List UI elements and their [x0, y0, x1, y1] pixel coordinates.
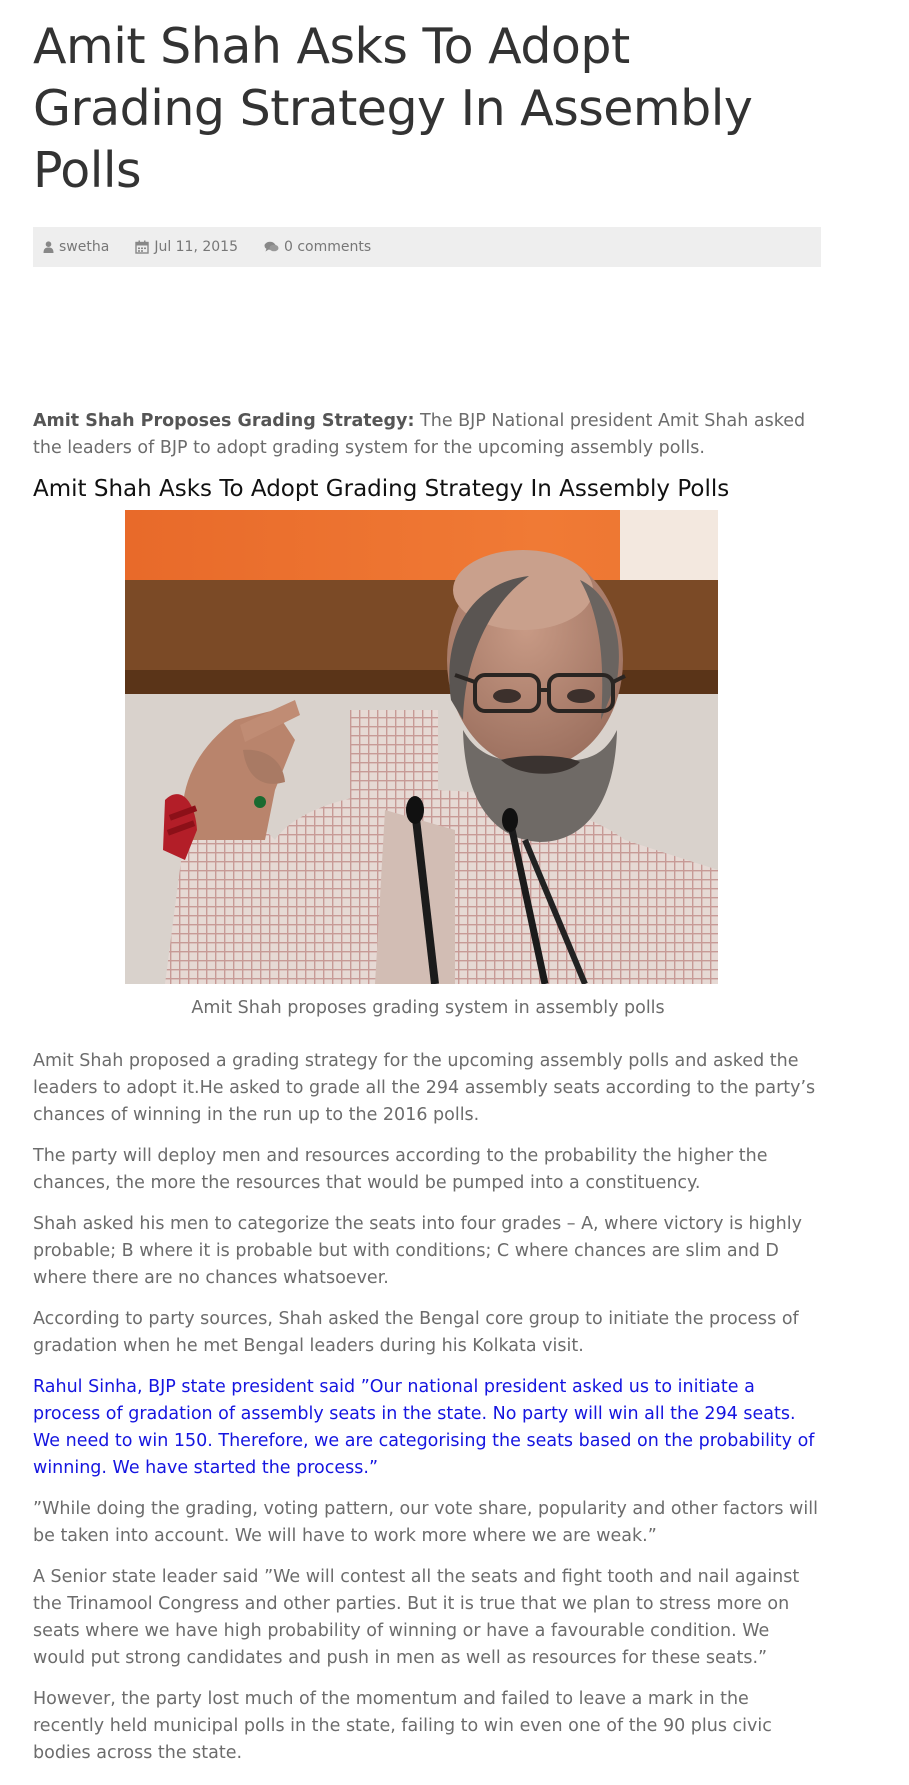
calendar-icon: [135, 240, 149, 254]
speaker-photo-illustration: [125, 510, 718, 984]
author-name: swetha: [59, 239, 110, 255]
photo-caption: Amit Shah proposes grading system in assembly polls: [191, 998, 665, 1018]
body-paragraph: However, the party lost much of the momentum and failed to leave a mark in the recently held municipal polls in the state, failing to win even one of the 90 plus civic bodies across the state.: [33, 1689, 772, 1763]
comments-meta[interactable]: [264, 239, 371, 255]
user-icon: [43, 241, 54, 253]
body-paragraph: According to party sources, Shah asked the Bengal core group to initiate the process of gradation when he met Bengal leaders during his Kolkata visit.: [33, 1309, 799, 1356]
body-paragraph: The party will deploy men and resources according to the probability the higher the chances, the more the resources that would be pumped into a constituency.: [33, 1146, 768, 1193]
comment-count: 0 comments: [284, 239, 372, 255]
intro-lead: Amit Shah Proposes Grading Strategy:: [33, 411, 415, 431]
body-paragraph: A Senior state leader said ”We will contest all the seats and fight tooth and nail against the Trinamool Congress and other parties. But it is true that we plan to stress more on seats where we have high probability of winning or have a favourable condition. We would put strong candidates and push in men as well as resources for these seats.”: [33, 1567, 800, 1668]
author-meta[interactable]: [43, 239, 109, 255]
article-meta-bar: [33, 227, 821, 267]
intro-text: The BJP National president Amit Shah asked the leaders of BJP to adopt grading system for the upcoming assembly polls.: [33, 411, 806, 458]
date-meta: [135, 239, 238, 255]
article-subheading: Amit Shah Asks To Adopt Grading Strategy In Assembly Polls: [33, 476, 730, 502]
body-paragraph: Shah asked his men to categorize the seats into four grades – A, where victory is highly probable; B where it is probable but with conditions; C where chances are slim and D where there are no chances whatsoever.: [33, 1214, 802, 1288]
body-paragraph: Amit Shah proposed a grading strategy for the upcoming assembly polls and asked the leaders to adopt it.He asked to grade all the 294 assembly seats according to the party’s chances of winning in the run up to the 2016 polls.: [33, 1051, 816, 1125]
quote-paragraph: Rahul Sinha, BJP state president said ”Our national president asked us to initiate a process of gradation of assembly seats in the state. No party will win all the 294 seats. We need to win 150. Therefore, we are categorising the seats based on the probability of winning. We have started the process.”: [33, 1377, 815, 1478]
article-title: Amit Shah Asks To Adopt Grading Strategy In Assembly Polls: [33, 18, 753, 199]
post-date: Jul 11, 2015: [154, 239, 238, 255]
article-body: [33, 1048, 823, 1767]
intro-paragraph: [33, 408, 823, 462]
article-photo: [125, 510, 718, 984]
comments-icon: [264, 241, 279, 253]
article: [33, 0, 823, 1781]
body-paragraph: ”While doing the grading, voting pattern, our vote share, popularity and other factors will be taken into account. We will have to work more where we are weak.”: [33, 1499, 818, 1546]
